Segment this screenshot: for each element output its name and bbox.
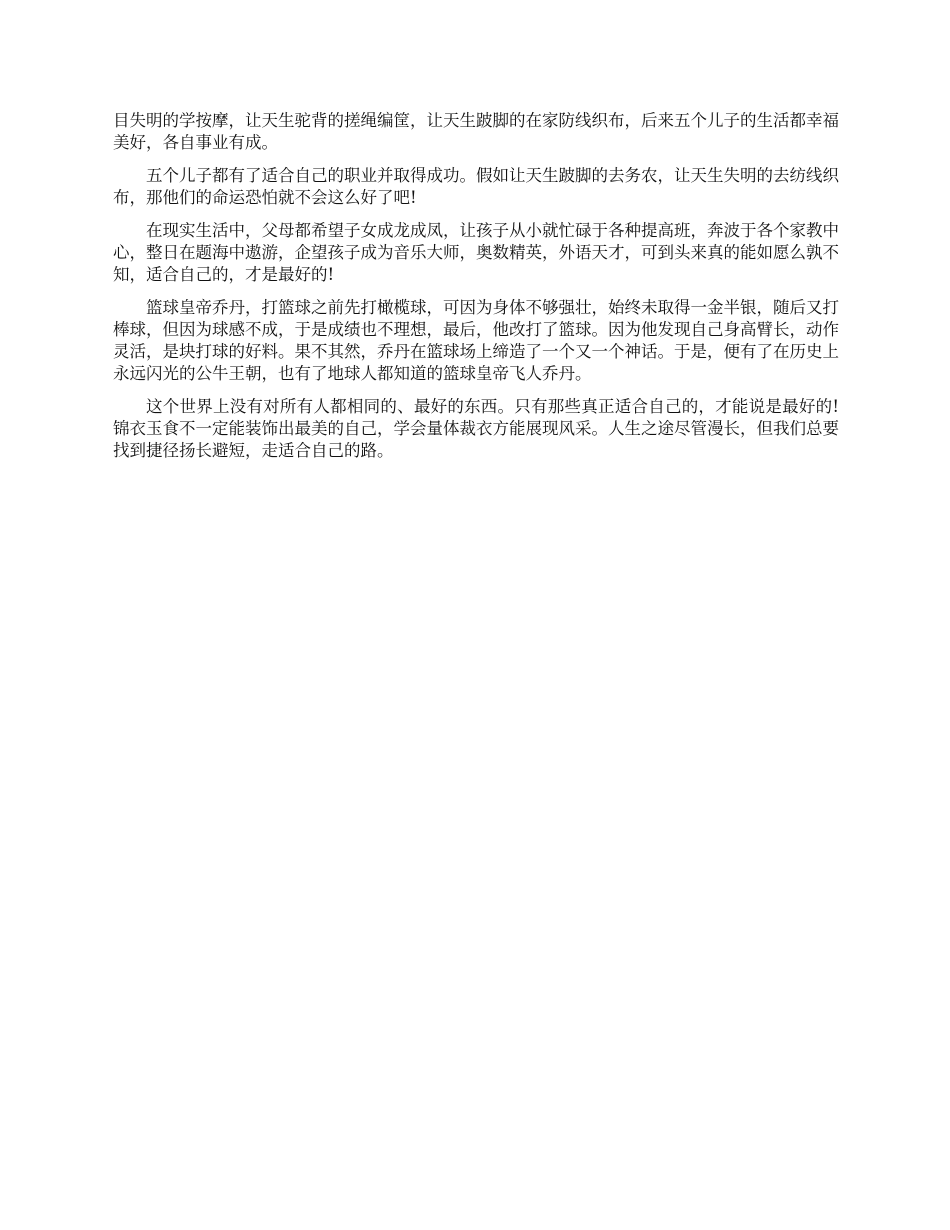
- paragraph-continued: 目失明的学按摩，让天生驼背的搓绳编筐，让天生跛脚的在家防线织布，后来五个儿子的生活都幸福美好，各自事业有成。: [113, 111, 839, 152]
- paragraph-conclusion: 这个世界上没有对所有人都相同的、最好的东西。只有那些真正适合自己的，才能说是最好的! 锦衣玉食不一定能装饰出最美的自己，学会量体裁衣方能展现风采。人生之途尽管漫长，但我们总要找到捷径扬长避短，走适合自己的路。: [113, 397, 839, 460]
- paragraph-five-sons: 五个儿子都有了适合自己的职业并取得成功。假如让天生跛脚的去务农，让天生失明的去纺线织布，那他们的命运恐怕就不会这么好了吧!: [113, 166, 839, 207]
- paragraph-real-life: 在现实生活中，父母都希望子女成龙成凤，让孩子从小就忙碌于各种提高班，奔波于各个家教中心，整日在题海中遨游，企望孩子成为音乐大师，奥数精英，外语天才，可到头来真的能如愿么孰不知，适合自己的，才是最好的!: [113, 221, 839, 284]
- document-body: [113, 110, 839, 473]
- paragraph-jordan: 篮球皇帝乔丹，打篮球之前先打橄榄球，可因为身体不够强壮，始终未取得一金半银，随后又打棒球，但因为球感不成，于是成绩也不理想，最后，他改打了篮球。因为他发现自己身高臂长，动作灵活，是块打球的好料。果不其然，乔丹在篮球场上缔造了一个又一个神话。于是，便有了在历史上永远闪光的公牛王朝，也有了地球人都知道的篮球皇帝飞人乔丹。: [113, 298, 839, 383]
